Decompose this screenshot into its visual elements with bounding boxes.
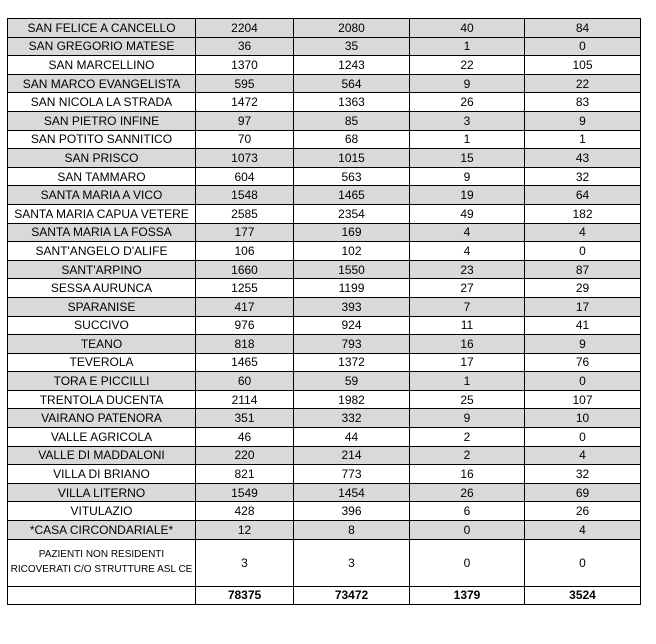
value-cell-2: 564 [294, 74, 410, 93]
value-cell-4: 64 [525, 186, 641, 205]
value-cell-1: 36 [196, 37, 294, 56]
value-cell-2: 1982 [294, 390, 410, 409]
totals-row [8, 586, 641, 604]
municipality-name: SAN TAMMARO [8, 167, 196, 186]
value-cell-1: 1549 [196, 483, 294, 502]
value-cell-4: 0 [525, 37, 641, 56]
value-cell-1: 976 [196, 316, 294, 335]
table-row [8, 204, 641, 223]
value-cell-3: 16 [410, 335, 525, 354]
value-cell-4: 10 [525, 409, 641, 428]
total-value-4: 3524 [525, 586, 641, 604]
value-cell-1: 818 [196, 335, 294, 354]
value-cell-3: 49 [410, 204, 525, 223]
value-cell-4: 0 [525, 428, 641, 447]
municipality-name: SAN FELICE A CANCELLO [8, 19, 196, 38]
table-row [8, 353, 641, 372]
table-row [8, 483, 641, 502]
value-cell-4: 182 [525, 204, 641, 223]
value-cell-1: 60 [196, 372, 294, 391]
value-cell-4: 32 [525, 465, 641, 484]
value-cell-2: 773 [294, 465, 410, 484]
value-cell-3: 3 [410, 111, 525, 130]
value-cell-3: 15 [410, 149, 525, 168]
value-cell-3: 4 [410, 242, 525, 261]
municipality-name: SANT'ANGELO D'ALIFE [8, 242, 196, 261]
value-cell-3: 26 [410, 483, 525, 502]
value-cell-2: 1199 [294, 279, 410, 298]
value-cell-2: 393 [294, 297, 410, 316]
table-row [8, 521, 641, 540]
municipality-name: SAN POTITO SANNITICO [8, 130, 196, 149]
value-cell-3: 1 [410, 130, 525, 149]
non-resident-patients-row [8, 539, 641, 586]
value-cell-2: 924 [294, 316, 410, 335]
municipality-name: SANTA MARIA LA FOSSA [8, 223, 196, 242]
totals-label [8, 586, 196, 604]
table-body [8, 19, 641, 605]
municipality-table [7, 18, 641, 605]
value-cell-2: 1550 [294, 260, 410, 279]
value-cell-2: 563 [294, 167, 410, 186]
value-cell-4: 0 [525, 372, 641, 391]
municipality-name: TRENTOLA DUCENTA [8, 390, 196, 409]
value-cell-4: 4 [525, 521, 641, 540]
value-cell-2: 1243 [294, 56, 410, 75]
value-cell-4: 84 [525, 19, 641, 38]
value-cell-1: 595 [196, 74, 294, 93]
value-cell-2: 396 [294, 502, 410, 521]
value-cell-3: 17 [410, 353, 525, 372]
value-cell-2: 102 [294, 242, 410, 261]
value-cell-3: 6 [410, 502, 525, 521]
table-row [8, 390, 641, 409]
value-cell-3: 7 [410, 297, 525, 316]
table-row [8, 409, 641, 428]
value-cell-2: 214 [294, 446, 410, 465]
value-cell-2: 35 [294, 37, 410, 56]
non-resident-patients-label: PAZIENTI NON RESIDENTI RICOVERATI C/O STRUTTURE ASL CE [8, 539, 196, 586]
table-row [8, 149, 641, 168]
municipality-name: SAN MARCO EVANGELISTA [8, 74, 196, 93]
municipality-name: *CASA CIRCONDARIALE* [8, 521, 196, 540]
value-cell-2: 1465 [294, 186, 410, 205]
value-cell-4: 17 [525, 297, 641, 316]
value-cell-1: 351 [196, 409, 294, 428]
value-cell-4: 4 [525, 446, 641, 465]
municipality-name: VAIRANO PATENORA [8, 409, 196, 428]
value-cell-1: 1548 [196, 186, 294, 205]
value-cell-1: 604 [196, 167, 294, 186]
municipality-name: VALLE DI MADDALONI [8, 446, 196, 465]
value-cell-3: 1 [410, 372, 525, 391]
municipality-name: SANTA MARIA CAPUA VETERE [8, 204, 196, 223]
municipality-name: TORA E PICCILLI [8, 372, 196, 391]
table-row [8, 130, 641, 149]
value-cell-1: 2585 [196, 204, 294, 223]
value-cell-2: 1015 [294, 149, 410, 168]
value-cell-1: 3 [196, 539, 294, 586]
value-cell-1: 97 [196, 111, 294, 130]
value-cell-2: 2080 [294, 19, 410, 38]
value-cell-4: 105 [525, 56, 641, 75]
value-cell-4: 9 [525, 335, 641, 354]
value-cell-1: 821 [196, 465, 294, 484]
table-row [8, 56, 641, 75]
value-cell-1: 1660 [196, 260, 294, 279]
value-cell-4: 87 [525, 260, 641, 279]
table-row [8, 93, 641, 112]
value-cell-4: 0 [525, 539, 641, 586]
table-row [8, 297, 641, 316]
value-cell-2: 169 [294, 223, 410, 242]
value-cell-2: 1454 [294, 483, 410, 502]
table-row [8, 37, 641, 56]
table-row [8, 372, 641, 391]
value-cell-4: 41 [525, 316, 641, 335]
value-cell-2: 59 [294, 372, 410, 391]
table-row [8, 242, 641, 261]
value-cell-3: 22 [410, 56, 525, 75]
value-cell-2: 8 [294, 521, 410, 540]
value-cell-3: 26 [410, 93, 525, 112]
value-cell-1: 1472 [196, 93, 294, 112]
value-cell-1: 1465 [196, 353, 294, 372]
table-row [8, 335, 641, 354]
value-cell-3: 0 [410, 539, 525, 586]
value-cell-4: 107 [525, 390, 641, 409]
value-cell-3: 27 [410, 279, 525, 298]
table-row [8, 186, 641, 205]
municipality-name: SUCCIVO [8, 316, 196, 335]
value-cell-4: 0 [525, 242, 641, 261]
municipality-name: VITULAZIO [8, 502, 196, 521]
value-cell-4: 4 [525, 223, 641, 242]
value-cell-3: 19 [410, 186, 525, 205]
table-row [8, 19, 641, 38]
value-cell-4: 9 [525, 111, 641, 130]
value-cell-1: 428 [196, 502, 294, 521]
value-cell-4: 32 [525, 167, 641, 186]
value-cell-1: 2204 [196, 19, 294, 38]
municipality-name: VALLE AGRICOLA [8, 428, 196, 447]
value-cell-4: 26 [525, 502, 641, 521]
table-row [8, 446, 641, 465]
value-cell-4: 22 [525, 74, 641, 93]
value-cell-4: 83 [525, 93, 641, 112]
value-cell-3: 25 [410, 390, 525, 409]
municipality-name: TEANO [8, 335, 196, 354]
table-row [8, 428, 641, 447]
municipality-name: SAN NICOLA LA STRADA [8, 93, 196, 112]
table-row [8, 74, 641, 93]
value-cell-2: 1363 [294, 93, 410, 112]
municipality-name: SAN MARCELLINO [8, 56, 196, 75]
total-value-1: 78375 [196, 586, 294, 604]
value-cell-1: 46 [196, 428, 294, 447]
value-cell-1: 1370 [196, 56, 294, 75]
value-cell-3: 2 [410, 428, 525, 447]
value-cell-2: 68 [294, 130, 410, 149]
table-row [8, 167, 641, 186]
value-cell-1: 106 [196, 242, 294, 261]
value-cell-4: 76 [525, 353, 641, 372]
value-cell-2: 793 [294, 335, 410, 354]
value-cell-2: 3 [294, 539, 410, 586]
value-cell-2: 332 [294, 409, 410, 428]
value-cell-3: 4 [410, 223, 525, 242]
table-row [8, 465, 641, 484]
value-cell-1: 1255 [196, 279, 294, 298]
value-cell-4: 29 [525, 279, 641, 298]
municipality-name: TEVEROLA [8, 353, 196, 372]
table-row [8, 260, 641, 279]
value-cell-3: 0 [410, 521, 525, 540]
value-cell-3: 23 [410, 260, 525, 279]
municipality-name: SAN PIETRO INFINE [8, 111, 196, 130]
value-cell-2: 2354 [294, 204, 410, 223]
value-cell-1: 177 [196, 223, 294, 242]
value-cell-3: 9 [410, 167, 525, 186]
value-cell-3: 9 [410, 409, 525, 428]
value-cell-3: 11 [410, 316, 525, 335]
table-row [8, 502, 641, 521]
municipality-name: SANTA MARIA A VICO [8, 186, 196, 205]
municipality-name: VILLA LITERNO [8, 483, 196, 502]
value-cell-3: 40 [410, 19, 525, 38]
total-value-3: 1379 [410, 586, 525, 604]
municipality-name: SAN PRISCO [8, 149, 196, 168]
value-cell-4: 43 [525, 149, 641, 168]
value-cell-1: 1073 [196, 149, 294, 168]
value-cell-1: 70 [196, 130, 294, 149]
table-row [8, 316, 641, 335]
municipality-name: VILLA DI BRIANO [8, 465, 196, 484]
value-cell-1: 220 [196, 446, 294, 465]
value-cell-4: 1 [525, 130, 641, 149]
table-row [8, 279, 641, 298]
value-cell-2: 85 [294, 111, 410, 130]
value-cell-2: 1372 [294, 353, 410, 372]
municipality-name: SANT'ARPINO [8, 260, 196, 279]
value-cell-3: 16 [410, 465, 525, 484]
value-cell-2: 44 [294, 428, 410, 447]
municipality-name: SESSA AURUNCA [8, 279, 196, 298]
value-cell-3: 1 [410, 37, 525, 56]
municipality-name: SPARANISE [8, 297, 196, 316]
table-row [8, 111, 641, 130]
value-cell-1: 417 [196, 297, 294, 316]
value-cell-1: 12 [196, 521, 294, 540]
total-value-2: 73472 [294, 586, 410, 604]
value-cell-3: 2 [410, 446, 525, 465]
municipality-name: SAN GREGORIO MATESE [8, 37, 196, 56]
value-cell-3: 9 [410, 74, 525, 93]
table-row [8, 223, 641, 242]
value-cell-1: 2114 [196, 390, 294, 409]
value-cell-4: 69 [525, 483, 641, 502]
